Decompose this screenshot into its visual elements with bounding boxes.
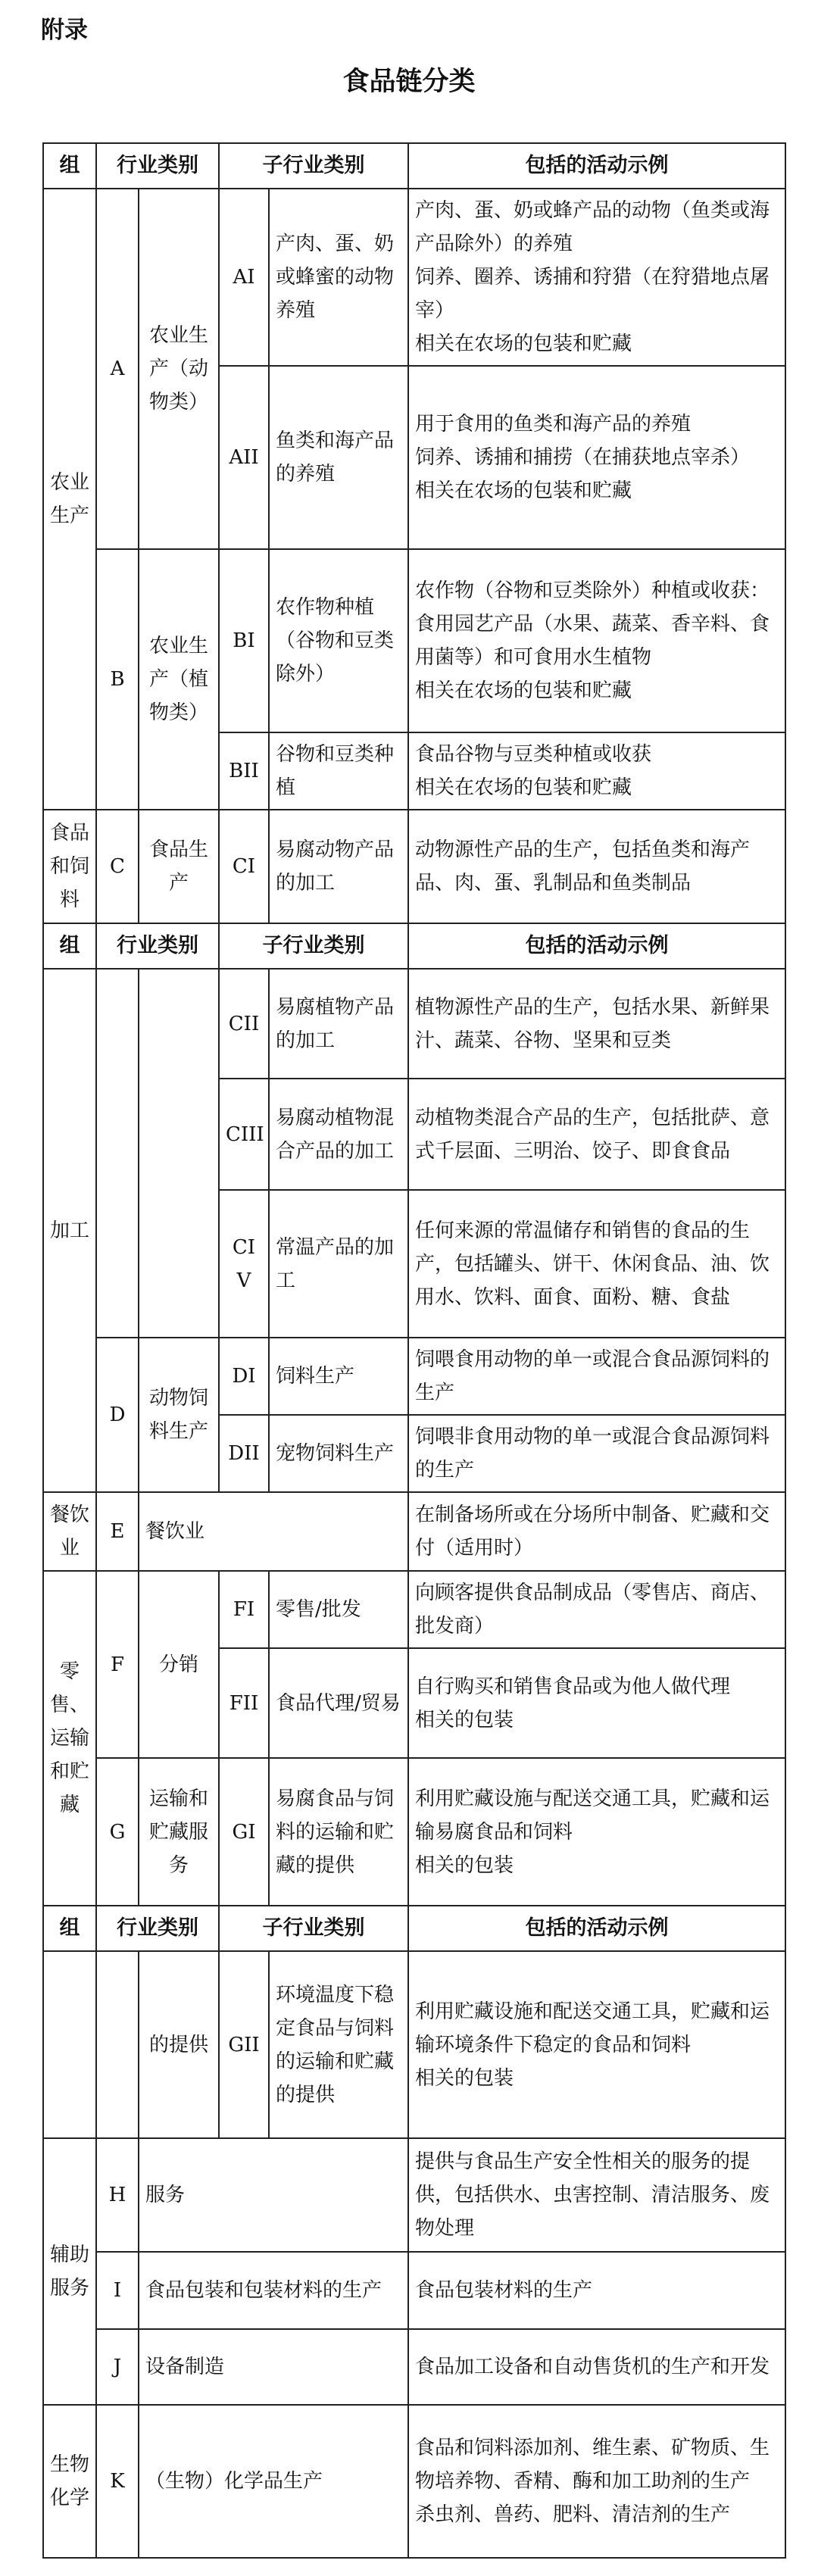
activities: [408, 810, 785, 923]
activity: 在制备场所或在分场所中制备、贮藏和交付（适用时）: [415, 1503, 770, 1560]
table-row: [43, 2138, 785, 2252]
sub-code: AI: [219, 189, 269, 366]
category-name: 服务: [139, 2138, 408, 2252]
sub-name: 易腐食品与饲料的运输和贮藏的提供: [269, 1758, 408, 1906]
appendix-label: 附录: [41, 17, 88, 44]
activity: 食品谷物与豆类种植或收获: [415, 743, 652, 766]
activity: 提供与食品生产安全性相关的服务的提供，包括供水、虫害控制、清洁服务、废物处理: [415, 2150, 770, 2240]
sub-code: CIII: [219, 1079, 269, 1190]
category-name: 运输和贮藏服务: [139, 1758, 219, 1906]
table-row: [43, 1492, 785, 1571]
page-title: 食品链分类: [342, 67, 476, 97]
activity: 相关的包装: [415, 1853, 514, 1877]
header-group: 组: [43, 1906, 96, 1951]
category-code: A: [96, 189, 139, 549]
group-cell: 生物化学: [43, 2405, 96, 2558]
activities: [408, 2405, 785, 2558]
activity: 相关在农场的包装和贮藏: [415, 776, 632, 799]
sub-code: GI: [219, 1758, 269, 1906]
category-code: C: [96, 810, 139, 923]
sub-code: FI: [219, 1571, 269, 1648]
activity: 植物源性产品的生产，包括水果、新鲜果汁、蔬菜、谷物、坚果和豆类: [415, 995, 770, 1052]
activity: 杀虫剂、兽药、肥料、清洁剂的生产: [415, 2503, 731, 2526]
sub-code: CI: [219, 810, 269, 923]
table-header-row: [43, 923, 785, 969]
category-code: J: [96, 2329, 139, 2405]
table-row: [43, 549, 785, 732]
sub-name: 食品代理/贸易: [269, 1648, 408, 1758]
activity: 产肉、蛋、奶或蜂产品的动物（鱼类或海产品除外）的养殖: [415, 199, 770, 255]
category-code: I: [96, 2252, 139, 2329]
activities: [408, 1338, 785, 1415]
activities: [408, 732, 785, 810]
category-code: F: [96, 1571, 139, 1758]
category-code: D: [96, 1338, 139, 1492]
activities: [408, 2138, 785, 2252]
group-cell: 零售、运输和贮藏: [43, 1571, 96, 1906]
activity: 利用贮藏设施与配送交通工具，贮藏和运输易腐食品和饲料: [415, 1787, 770, 1844]
table-header-row: [43, 1906, 785, 1951]
group-cell: 餐饮业: [43, 1492, 96, 1571]
sub-code: BI: [219, 549, 269, 732]
group-cell: 辅助服务: [43, 2138, 96, 2405]
category-name: 餐饮业: [139, 1492, 408, 1571]
sub-name: 常温产品的加工: [269, 1190, 408, 1338]
category-name: 分销: [139, 1571, 219, 1758]
activities: [408, 1951, 785, 2138]
group-cell: [43, 1951, 96, 2138]
activities: [408, 1571, 785, 1648]
header-industry: 行业类别: [96, 143, 219, 189]
activity: 向顾客提供食品制成品（零售店、商店、批发商）: [415, 1582, 770, 1638]
sub-code: AII: [219, 366, 269, 549]
sub-name: 产肉、蛋、奶或蜂蜜的动物养殖: [269, 189, 408, 366]
group-cell: 农业生产: [43, 189, 96, 810]
category-code: B: [96, 549, 139, 810]
table-row: [43, 1951, 785, 2138]
activity: 相关在农场的包装和贮藏: [415, 479, 632, 502]
activity: 农作物（谷物和豆类除外）种植或收获：食用园艺产品（水果、蔬菜、香辛料、食用菌等）和可食用水生植物: [415, 579, 770, 669]
activities: [408, 1079, 785, 1190]
activities: [408, 1758, 785, 1906]
activity: 饲喂食用动物的单一或混合食品源饲料的生产: [415, 1348, 770, 1404]
category-name: [139, 969, 219, 1338]
activities: [408, 969, 785, 1079]
activity: 用于食用的鱼类和海产品的养殖: [415, 413, 692, 436]
group-cell: 食品和饲料: [43, 810, 96, 923]
category-name: 食品包装和包装材料的生产: [139, 2252, 408, 2329]
activities: [408, 549, 785, 732]
category-code: H: [96, 2138, 139, 2252]
table-row: [43, 2329, 785, 2405]
category-code: G: [96, 1758, 139, 1906]
table-row: [43, 189, 785, 366]
table-row: [43, 2252, 785, 2329]
activity: 相关在农场的包装和贮藏: [415, 333, 632, 355]
activity: 饲养、诱捕和捕捞（在捕获地点宰杀）: [415, 446, 751, 469]
table-row: [43, 969, 785, 1079]
sub-code: BII: [219, 732, 269, 810]
category-name: 食品生产: [139, 810, 219, 923]
activities: [408, 2252, 785, 2329]
sub-code: DI: [219, 1338, 269, 1415]
header-sub: 子行业类别: [219, 143, 408, 189]
activities: [408, 366, 785, 549]
category-name: 的提供: [139, 1951, 219, 2138]
activity: 动物源性产品的生产，包括鱼类和海产品、肉、蛋、乳制品和鱼类制品: [415, 838, 751, 895]
table-row: [43, 2405, 785, 2558]
sub-code: FII: [219, 1648, 269, 1758]
activity: 饲养、圈养、诱捕和狩猎（在狩猎地点屠宰）: [415, 266, 770, 322]
activity: 相关的包装: [415, 2066, 514, 2090]
sub-name: 谷物和豆类种植: [269, 732, 408, 810]
activity: 食品包装材料的生产: [415, 2279, 593, 2302]
header-industry: 行业类别: [96, 1906, 219, 1951]
activities: [408, 189, 785, 366]
header-sub: 子行业类别: [219, 1906, 408, 1951]
sub-name: 宠物饲料生产: [269, 1415, 408, 1492]
header-sub: 子行业类别: [219, 923, 408, 969]
category-name: （生物）化学品生产: [139, 2405, 408, 2558]
table-row: [43, 1338, 785, 1415]
category-name: 农业生产（植物类）: [139, 549, 219, 810]
food-chain-table: [42, 142, 786, 2559]
category-code: [96, 969, 139, 1338]
category-code: E: [96, 1492, 139, 1571]
table-row: [43, 1758, 785, 1906]
table-row: [43, 1571, 785, 1648]
activities: [408, 1648, 785, 1758]
header-group: 组: [43, 923, 96, 969]
activity: 相关的包装: [415, 1708, 514, 1731]
category-name: 农业生产（动物类）: [139, 189, 219, 549]
sub-name: 环境温度下稳定食品与饲料的运输和贮藏的提供: [269, 1951, 408, 2138]
header-industry: 行业类别: [96, 923, 219, 969]
sub-name: 易腐动物产品的加工: [269, 810, 408, 923]
activity: 食品和饲料添加剂、维生素、矿物质、生物培养物、香精、酶和加工助剂的生产: [415, 2437, 770, 2493]
activity: 利用贮藏设施和配送交通工具，贮藏和运输环境条件下稳定的食品和饲料: [415, 2000, 770, 2056]
activity: 动植物类混合产品的生产，包括批萨、意式千层面、三明治、饺子、即食食品: [415, 1106, 770, 1163]
activities: [408, 1492, 785, 1571]
activities: [408, 1190, 785, 1338]
activity: 相关在农场的包装和贮藏: [415, 679, 632, 702]
sub-name: 易腐植物产品的加工: [269, 969, 408, 1079]
header-activities: 包括的活动示例: [408, 923, 785, 969]
header-group: 组: [43, 143, 96, 189]
activity: 食品加工设备和自动售货机的生产和开发: [415, 2356, 770, 2378]
category-code: [96, 1951, 139, 2138]
sub-code: GII: [219, 1951, 269, 2138]
activity: 任何来源的常温储存和销售的食品的生产，包括罐头、饼干、休闲食品、油、饮用水、饮料、面食、面粉、糖、食盐: [415, 1219, 770, 1309]
sub-code: DII: [219, 1415, 269, 1492]
sub-code: CI V: [219, 1190, 269, 1338]
header-activities: 包括的活动示例: [408, 1906, 785, 1951]
sub-name: 零售/批发: [269, 1571, 408, 1648]
group-cell: 加工: [43, 969, 96, 1492]
table-row: [43, 810, 785, 923]
table-header-row: [43, 143, 785, 189]
header-activities: 包括的活动示例: [408, 143, 785, 189]
activity: 饲喂非食用动物的单一或混合食品源饲料的生产: [415, 1425, 770, 1482]
sub-name: 鱼类和海产品的养殖: [269, 366, 408, 549]
activities: [408, 1415, 785, 1492]
sub-name: 易腐动植物混合产品的加工: [269, 1079, 408, 1190]
category-name: 设备制造: [139, 2329, 408, 2405]
category-name: 动物饲料生产: [139, 1338, 219, 1492]
sub-name: 农作物种植（谷物和豆类除外）: [269, 549, 408, 732]
sub-code: CII: [219, 969, 269, 1079]
activities: [408, 2329, 785, 2405]
sub-name: 饲料生产: [269, 1338, 408, 1415]
activity: 自行购买和销售食品或为他人做代理: [415, 1675, 731, 1698]
category-code: K: [96, 2405, 139, 2558]
